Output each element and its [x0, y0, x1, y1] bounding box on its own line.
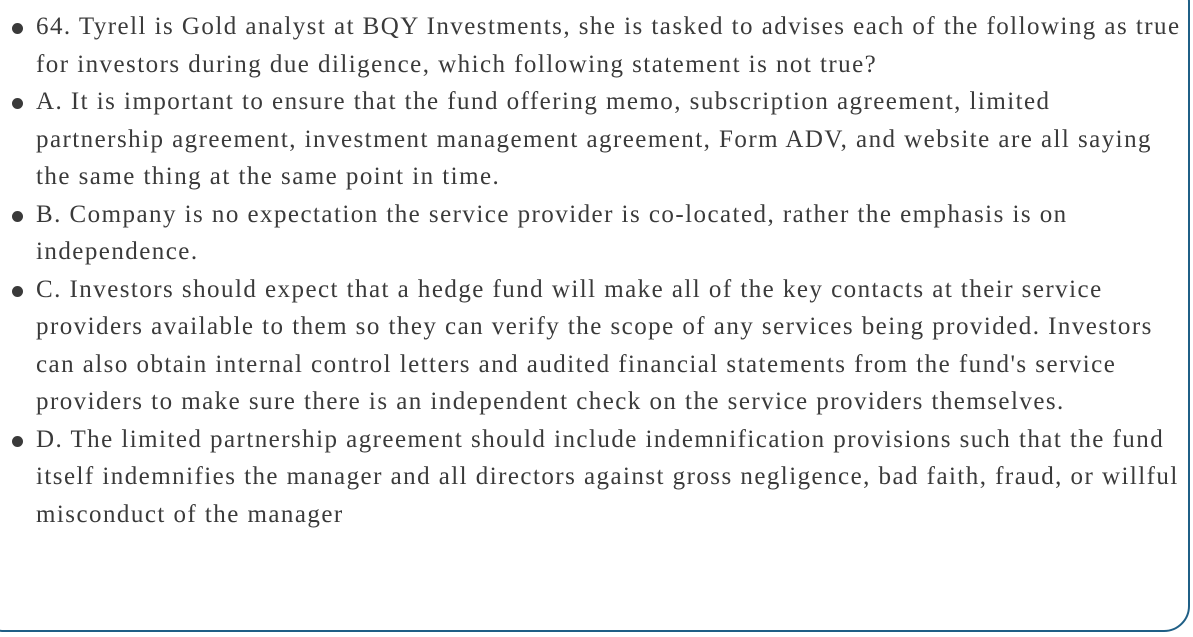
bullet-icon — [9, 196, 36, 234]
option-a — [9, 83, 1184, 196]
question-text: 64. Tyrell is Gold analyst at BQY Investments, she is tasked to advises each of the following as true for investors during due diligence, which following statement is not true? — [36, 13, 1181, 78]
option-b-text: B. Company is no expectation the service provider is co-located, rather the emphasis is on independence. — [36, 200, 1068, 265]
question-stem — [9, 8, 1184, 83]
option-c — [9, 271, 1184, 421]
bullet-icon — [9, 83, 36, 121]
option-c-text: C. Investors should expect that a hedge fund will make all of the key contacts at their service providers available to them so they can verify the scope of any services being provided. Investors can also obtain internal control letters and audited financial statements from the fund's service providers to make sure there is an independent check on the service providers themselves. — [36, 275, 1153, 415]
option-d-text: D. The limited partnership agreement should include indemnification provisions such that the fund itself indemnifies the manager and all directors against gross negligence, bad faith, fraud, or willful misconduct of the manager — [36, 425, 1179, 528]
option-d — [9, 421, 1184, 534]
question-list — [9, 8, 1184, 533]
option-b — [9, 196, 1184, 271]
bullet-icon — [9, 421, 36, 459]
bullet-icon — [9, 8, 36, 46]
bullet-icon — [9, 271, 36, 309]
option-a-text: A. It is important to ensure that the fund offering memo, subscription agreement, limited partnership agreement, investment management agreement, Form ADV, and website are all saying the same thing at the same point in time. — [36, 88, 1152, 190]
